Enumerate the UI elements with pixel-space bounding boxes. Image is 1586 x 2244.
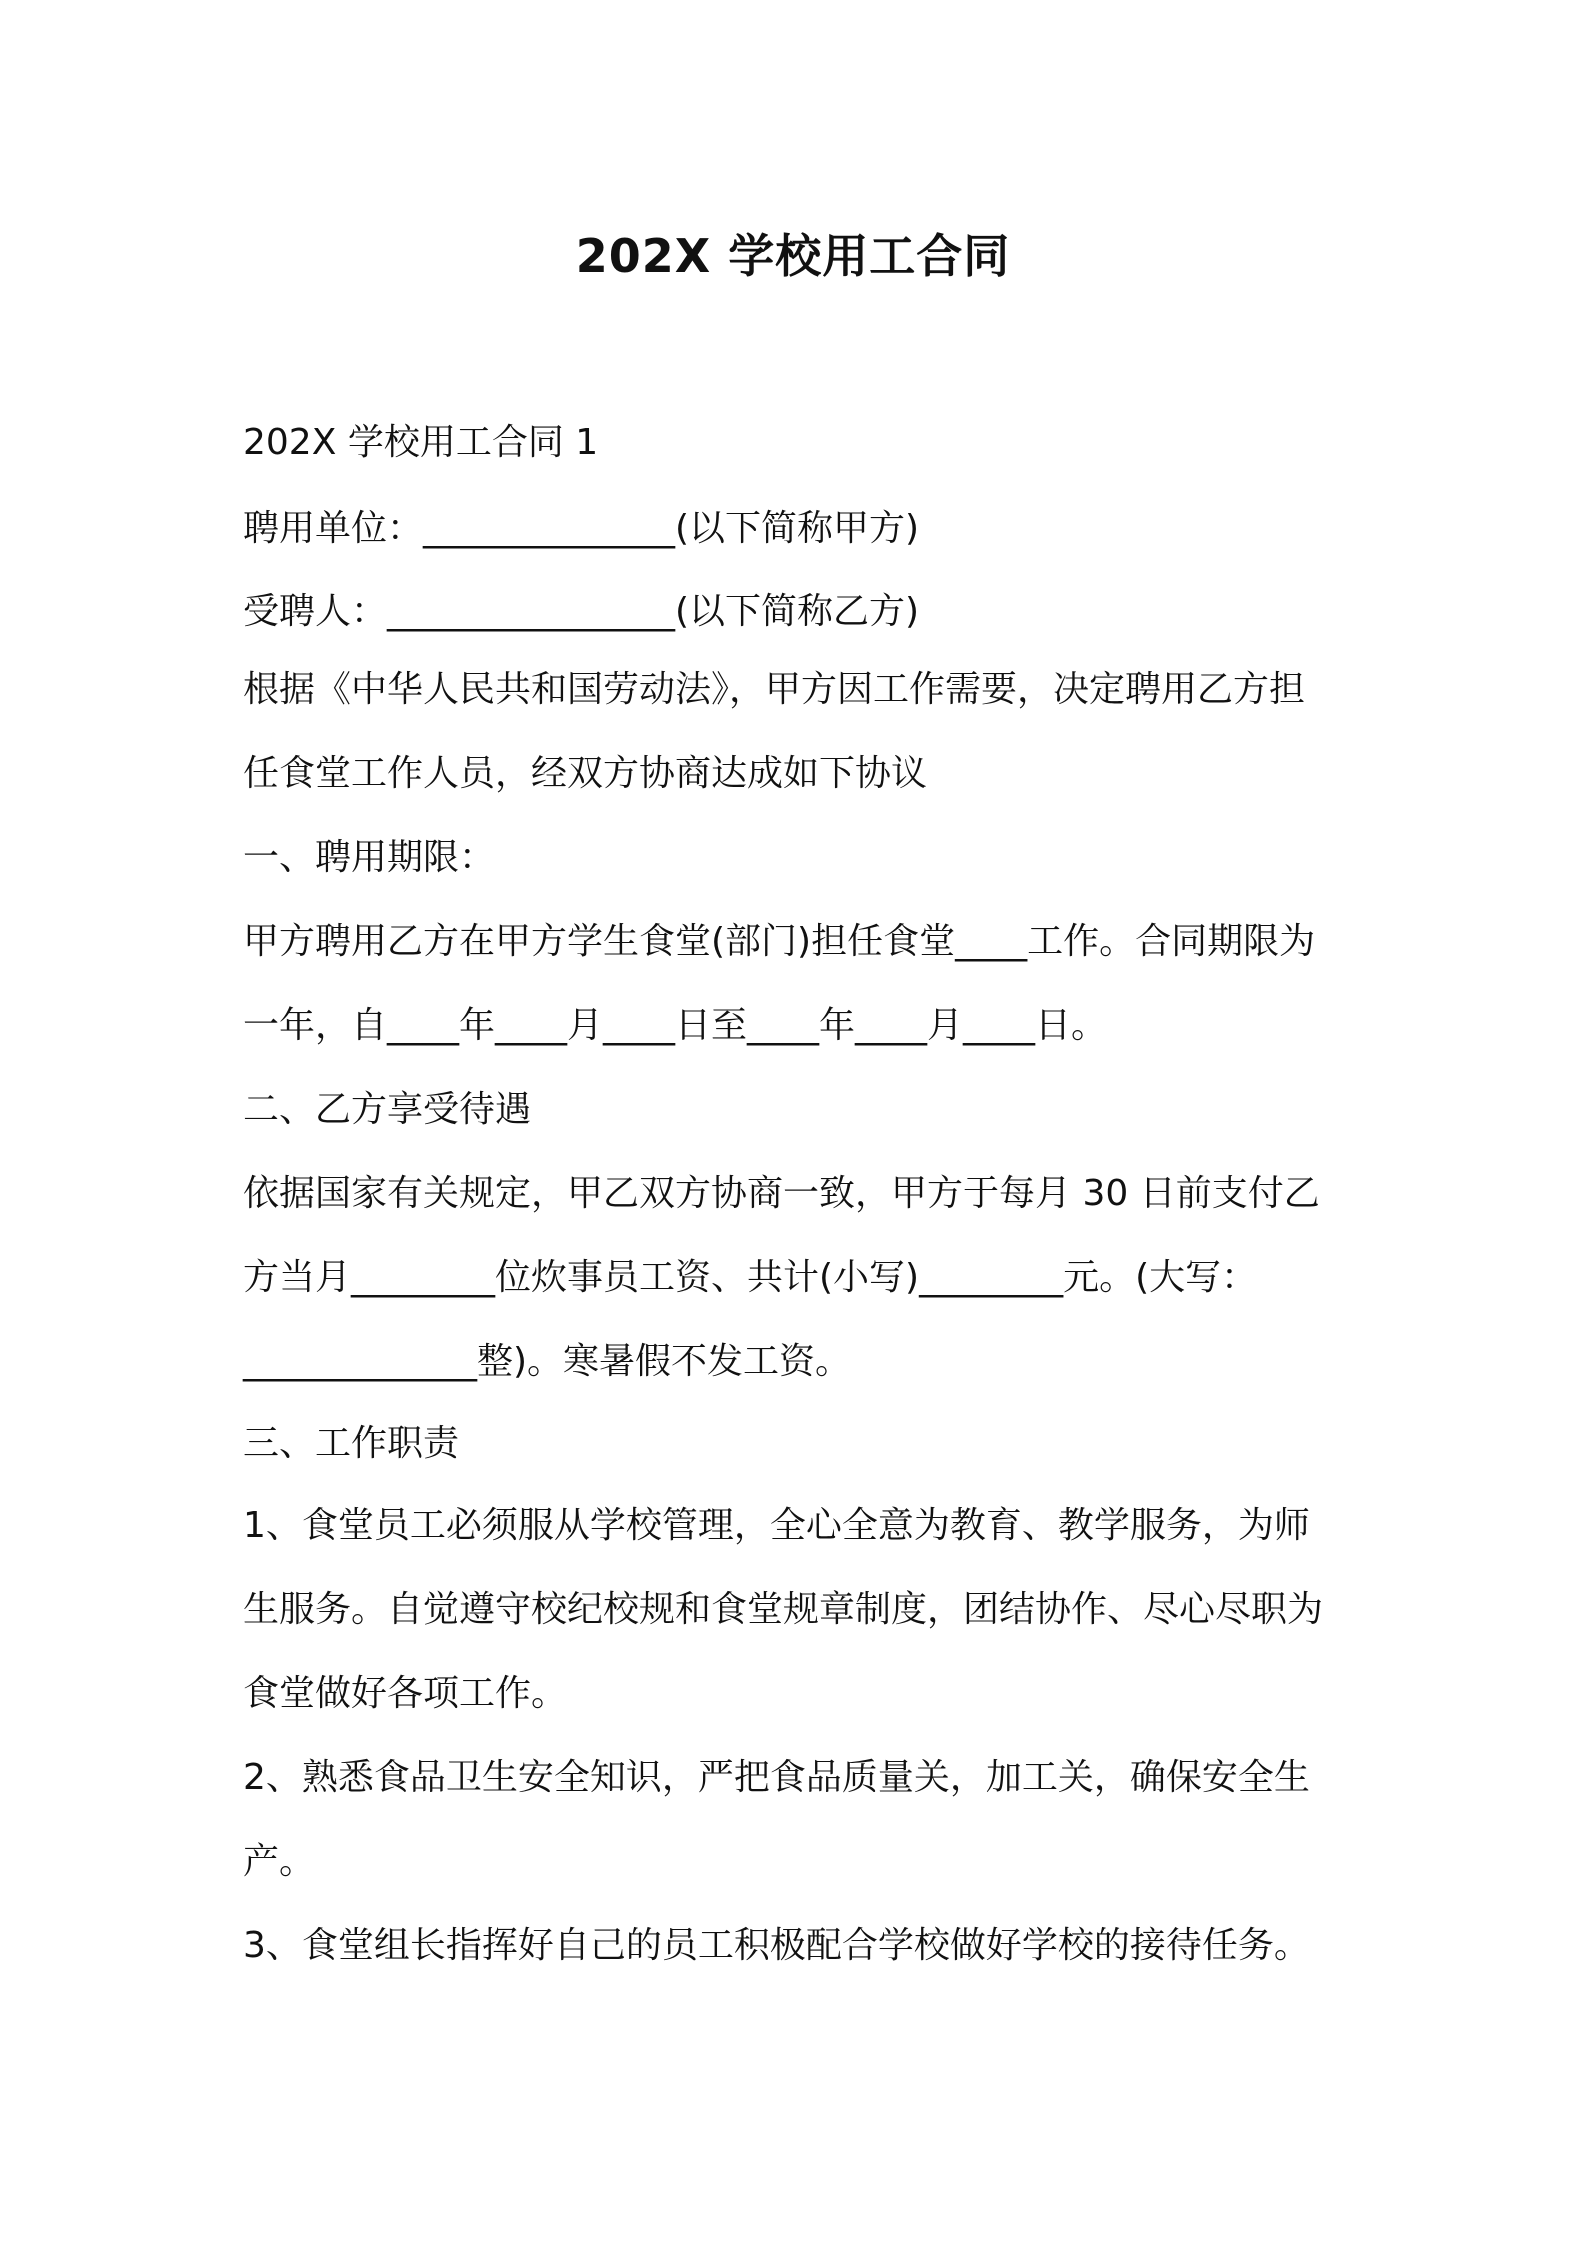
duty-3-line-1: 3、食堂组长指挥好自己的员工积极配合学校做好学校的接待任务。 xyxy=(243,1925,1310,1966)
section-heading-3: 三、工作职责 xyxy=(243,1423,460,1464)
section-2-line-1: 依据国家有关规定，甲乙双方协商一致，甲方于每月 30 日前支付乙 xyxy=(243,1173,1320,1214)
duty-2-line-2: 产。 xyxy=(243,1841,316,1882)
duty-2-line-1: 2、熟悉食品卫生安全知识，严把食品质量关，加工关，确保安全生 xyxy=(243,1757,1310,1798)
employee-line: 受聘人：________________(以下简称乙方) xyxy=(243,591,920,632)
preamble-line-1: 根据《中华人民共和国劳动法》，甲方因工作需要，决定聘用乙方担 xyxy=(243,669,1306,710)
section-1-line-1: 甲方聘用乙方在甲方学生食堂(部门)担任食堂____工作。合同期限为 xyxy=(243,921,1316,962)
employer-line: 聘用单位：______________(以下简称甲方) xyxy=(243,508,920,549)
duty-1-line-1: 1、食堂员工必须服从学校管理，全心全意为教育、教学服务，为师 xyxy=(243,1505,1310,1546)
section-heading-2: 二、乙方享受待遇 xyxy=(243,1089,532,1130)
section-2-line-2: 方当月________位炊事员工资、共计(小写)________元。(大写： xyxy=(243,1257,1258,1298)
preamble-line-2: 任食堂工作人员，经双方协商达成如下协议 xyxy=(243,753,928,794)
document-title: 202X 学校用工合同 xyxy=(575,229,1011,283)
section-1-line-2: 一年，自____年____月____日至____年____月____日。 xyxy=(243,1005,1108,1046)
contract-number-heading: 202X 学校用工合同 1 xyxy=(243,422,599,463)
duty-1-line-2: 生服务。自觉遵守校纪校规和食堂规章制度，团结协作、尽心尽职为 xyxy=(243,1589,1324,1630)
duty-1-line-3: 食堂做好各项工作。 xyxy=(243,1673,568,1714)
section-2-line-3: _____________整)。寒暑假不发工资。 xyxy=(243,1341,852,1382)
section-heading-1: 一、聘用期限： xyxy=(243,837,496,878)
